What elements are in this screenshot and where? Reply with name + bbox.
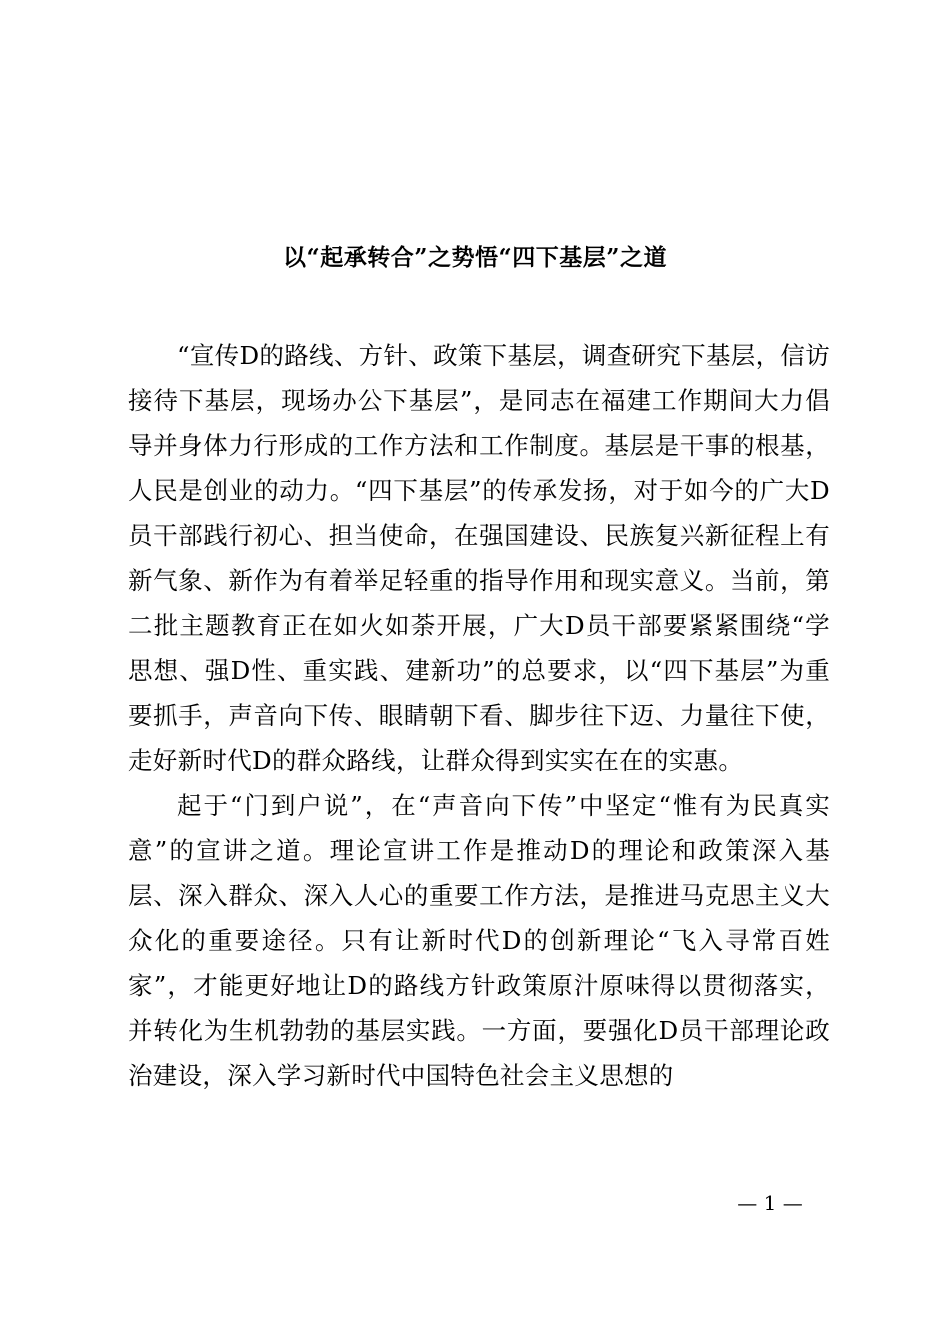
document-title: 以“起承转合”之势悟“四下基层”之道 <box>283 244 667 271</box>
page-number: — 1 — <box>737 1191 803 1215</box>
paragraph-2: 起于“门到户说”，在“声音向下传”中坚定“惟有为民真实意”的宣讲之道。理论宣讲工作是推动D的理论和政策深入基层、深入群众、深入人心的重要工作方法，是推进马克思主义大众化的重要途径。只有让新时代D的创新理论“飞入寻常百姓家”，才能更好地让D的路线方针政策原汁原味得以贯彻落实，并转化为生机勃勃的基层实践。一方面，要强化D员干部理论政治建设，深入学习新时代中国特色社会主义思想的 <box>128 791 830 1090</box>
paragraph-1: “宣传D的路线、方针、政策下基层，调查研究下基层，信访接待下基层，现场办公下基层”，是同志在福建工作期间大力倡导并身体力行形成的工作方法和工作制度。基层是干事的根基，人民是创业的动力。“四下基层”的传承发扬，对于如今的广大D员干部践行初心、担当使命，在强国建设、民族复兴新征程上有新气象、新作为有着举足轻重的指导作用和现实意义。当前，第二批主题教育正在如火如荼开展，广大D员干部要紧紧围绕“学思想、强D性、重实践、建新功”的总要求，以“四下基层”为重要抓手，声音向下传、眼睛朝下看、脚步往下迈、力量往下使，走好新时代D的群众路线，让群众得到实实在在的实惠。 <box>128 341 830 775</box>
document-body <box>128 333 830 1098</box>
